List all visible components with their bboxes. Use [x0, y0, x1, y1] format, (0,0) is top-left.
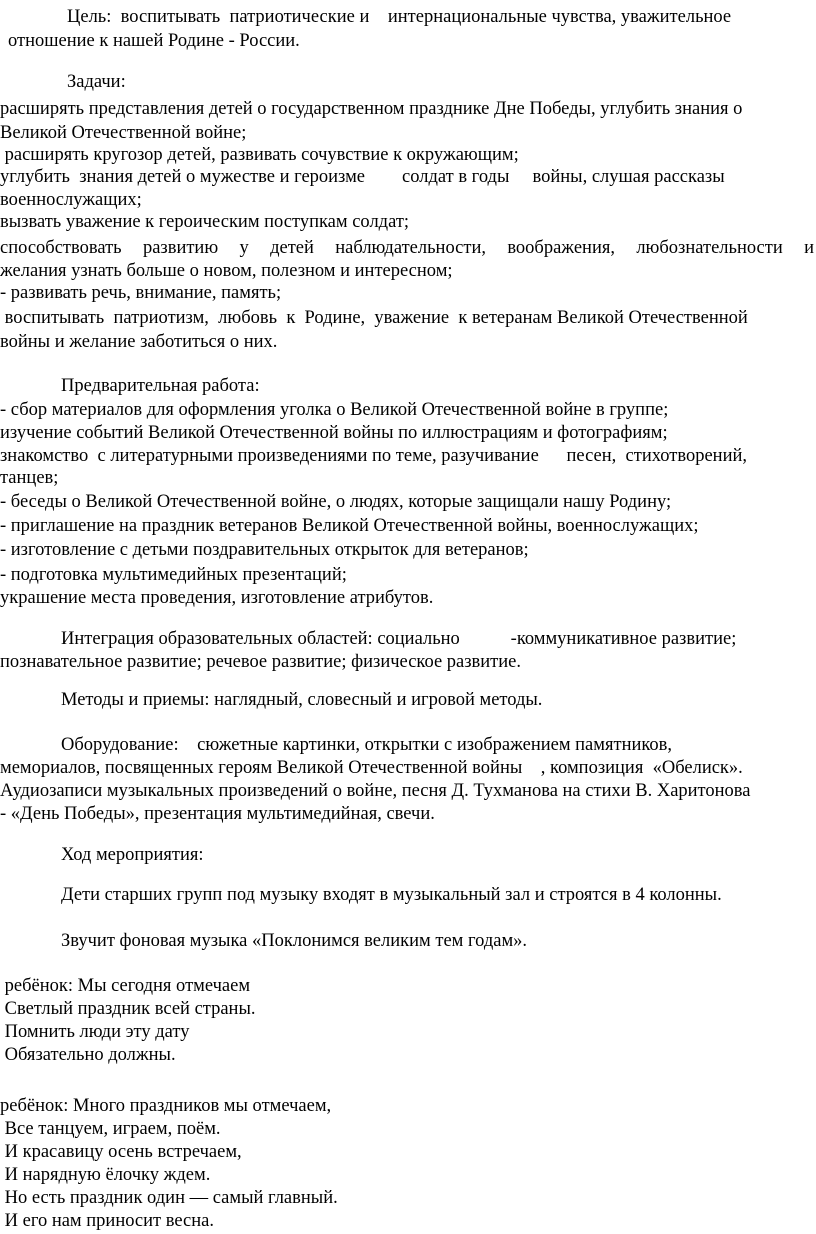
poem2-line: Но есть праздник один — самый главный. [0, 1188, 338, 1208]
integration-line-1: Интеграция образовательных областей: социально -коммуникативное развитие; [61, 629, 737, 649]
prep-line: знакомство с литературными произведениями по теме, разучивание песен, стихотворений, [0, 446, 748, 466]
task-line: воспитывать патриотизм, любовь к Родине, уважение к ветеранам Великой Отечественной [0, 308, 748, 328]
course-intro: Дети старших групп под музыку входят в музыкальный зал и строятся в 4 колонны. [61, 885, 722, 905]
equipment-line: Аудиозаписи музыкальных произведений о войне, песня Д. Тухманова на стихи В. Харитонова [0, 781, 751, 801]
tasks-title: Задачи: [67, 72, 126, 92]
equipment-line: - «День Победы», презентация мультимедийная, свечи. [0, 804, 435, 824]
poem1-line: Обязательно должны. [0, 1045, 176, 1065]
prep-title: Предварительная работа: [61, 376, 260, 396]
poem2-line: ребёнок: Много праздников мы отмечаем, [0, 1096, 332, 1116]
poem2-line: И красавицу осень встречаем, [0, 1142, 242, 1162]
prep-line: - приглашение на праздник ветеранов Великой Отечественной войны, военнослужащих; [0, 516, 699, 536]
poem2-line: Все танцуем, играем, поём. [0, 1119, 221, 1139]
goal-line-1: Цель: воспитывать патриотические и интернациональные чувства, уважительное [67, 7, 732, 27]
task-line: войны и желание заботиться о них. [0, 332, 278, 352]
poem2-line: И его нам приносит весна. [0, 1211, 214, 1231]
prep-line: - подготовка мультимедийных презентаций; [0, 565, 347, 585]
task-line: способствовать развитию у детей наблюдательности, воображения, любознательности и [0, 238, 814, 258]
task-line: вызвать уважение к героическим поступкам солдат; [0, 212, 410, 232]
poem1-line: Светлый праздник всей страны. [0, 999, 256, 1019]
prep-line: - беседы о Великой Отечественной войне, о людях, которые защищали нашу Родину; [0, 492, 672, 512]
poem2-line: И нарядную ёлочку ждем. [0, 1165, 211, 1185]
prep-line: изучение событий Великой Отечественной войны по иллюстрациям и фотографиям; [0, 423, 668, 443]
equipment-line: мемориалов, посвященных героям Великой Отечественной войны , композиция «Обелиск». [0, 758, 743, 778]
prep-line: украшение места проведения, изготовление атрибутов. [0, 588, 434, 608]
music-line: Звучит фоновая музыка «Поклонимся великим тем годам». [61, 931, 528, 951]
prep-line: - сбор материалов для оформления уголка о Великой Отечественной войне в группе; [0, 400, 669, 420]
goal-line-2: отношение к нашей Родине - России. [8, 31, 300, 51]
task-line: военнослужащих; [0, 190, 142, 210]
task-line: - развивать речь, внимание, память; [0, 283, 282, 303]
prep-line: - изготовление с детьми поздравительных открыток для ветеранов; [0, 540, 529, 560]
methods-line: Методы и приемы: наглядный, словесный и игровой методы. [61, 690, 543, 710]
task-line: расширять кругозор детей, развивать сочувствие к окружающим; [0, 145, 519, 165]
integration-line-2: познавательное развитие; речевое развитие; физическое развитие. [0, 652, 522, 672]
equipment-line: Оборудование: сюжетные картинки, открытки с изображением памятников, [61, 735, 673, 755]
task-line: углубить знания детей о мужестве и героизме солдат в годы войны, слушая рассказы [0, 167, 725, 187]
task-line: Великой Отечественной войне; [0, 123, 247, 143]
task-line: расширять представления детей о государственном празднике Дне Победы, углубить знания о [0, 99, 743, 119]
poem1-line: ребёнок: Мы сегодня отмечаем [0, 976, 251, 996]
poem1-line: Помнить люди эту дату [0, 1022, 190, 1042]
prep-line: танцев; [0, 468, 59, 488]
task-line: желания узнать больше о новом, полезном и интересном; [0, 261, 453, 281]
course-title: Ход мероприятия: [61, 845, 204, 865]
